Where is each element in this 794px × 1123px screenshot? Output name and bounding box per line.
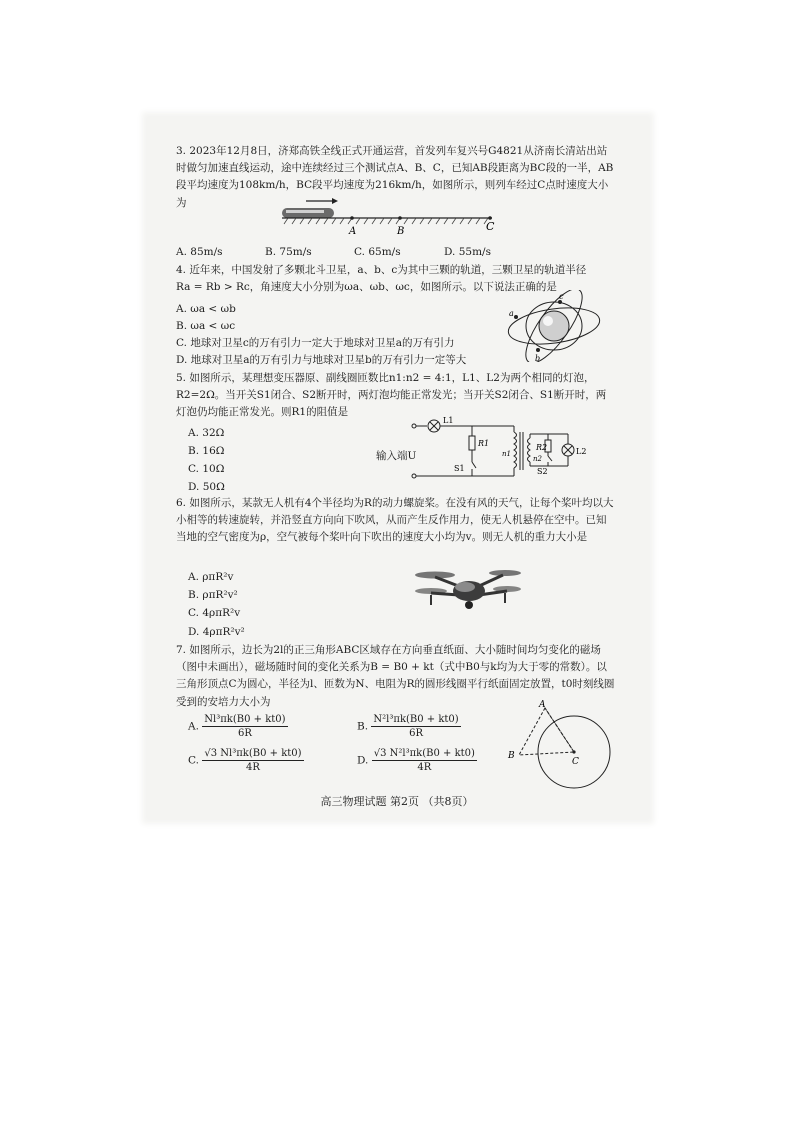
label-s2: S2 — [537, 467, 548, 476]
equilateral-triangle — [519, 708, 574, 755]
switch-s1 — [472, 462, 476, 468]
train-track-figure — [280, 194, 495, 236]
question-7-text: 7. 如图所示，边长为2l的正三角形ABC区域存在方向垂直纸面、大小随时间均匀变化的磁场（图中未画出），磁场随时间的变化关系为B = B0 + kt（式中B0与k均为大于零的常数）。以三角形顶点C为圆心，半径为l、匝数为N、电阻为R的圆形线圈平行纸面固定放置，t0时刻线圈受到的安培力大小为 — [176, 644, 615, 708]
secondary-coil — [528, 438, 531, 462]
label-b: B — [397, 226, 405, 236]
question-4-line-2: Ra = Rb > Rc，角速度大小分别为ωa、ωb、ωc，如图所示。以下说法正确的是 — [176, 281, 557, 294]
label-l1: L1 — [443, 416, 454, 425]
question-5-text: 5. 如图所示，某理想变压器原、副线圈匝数比n1:n2 = 4:1，L1、L2为两个相同的灯泡，R2=2Ω。当开关S1闭合、S2断开时，两灯泡均能正常发光；当开关S2闭合、S1断开时，两灯泡仍均能正常发光。则R1的阻值是 — [176, 372, 607, 419]
q5-option-d[interactable]: D. 50Ω — [188, 481, 225, 493]
label-c: C — [486, 220, 495, 233]
track-hatching — [284, 218, 488, 224]
transformer-circuit-figure — [410, 414, 594, 490]
q4-option-c[interactable]: C. 地球对卫星c的万有引力一定大于地球对卫星a的万有引力 — [176, 337, 455, 349]
page-footer: 高三物理试题 第2页 （共8页） — [320, 795, 474, 808]
q4-option-d[interactable]: D. 地球对卫星a的万有引力与地球对卫星b的万有引力一定等大 — [176, 354, 467, 366]
label-n1: n1 — [502, 450, 511, 458]
question-6-text: 6. 如图所示，某款无人机有4个半径均为R的动力螺旋桨。在没有风的天气，让每个桨叶均以大小相等的转速旋转，并沿竖直方向向下吹风，从而产生反作用力，使无人机悬停在空中。已知当地的空气密度为ρ，空气被每个桨叶向下吹出的速度大小均为v。则无人机的重力大小是 — [176, 497, 614, 544]
label-n2: n2 — [533, 455, 542, 463]
q3-option-b[interactable]: B. 75m/s — [265, 246, 312, 258]
orbit-label-b: b — [535, 354, 541, 362]
q4-option-a[interactable]: A. ωa < ωb — [176, 303, 236, 315]
q7-option-a[interactable]: A. $\frac{\text{Nl³πk(B0 + kt0)}}{6R}$ — [188, 714, 286, 739]
label-s1: S1 — [454, 464, 465, 473]
point-b — [398, 216, 402, 220]
orbit-label-c: c — [559, 292, 564, 301]
orbit-label-a: a — [509, 309, 514, 318]
q4-option-b[interactable]: B. ωa < ωc — [176, 320, 236, 332]
q5-option-c[interactable]: C. 10Ω — [188, 463, 225, 475]
question-3-text: 3. 2023年12月8日，济郑高铁全线正式开通运营，首发列车复兴号G4821从济南长清站出站时做匀加速直线运动，途中连续经过三个测试点A、B、C，已知AB段距离为BC段的一半，AB段平均速度为108km/h，BC段平均速度为216km/h，如图所示，则列车经过C点时速度大小为 — [176, 145, 614, 209]
q3-option-d[interactable]: D. 55m/s — [444, 246, 491, 258]
point-a — [350, 216, 354, 220]
q6-option-b[interactable]: B. ρπR²v² — [188, 589, 238, 601]
q3-option-c[interactable]: C. 65m/s — [354, 246, 401, 258]
q6-option-a[interactable]: A. ρπR²v — [188, 571, 234, 583]
satellite-orbits-figure — [504, 290, 604, 362]
q7-option-b[interactable]: B. $\frac{\text{N²l³πk(B0 + kt0)}}{6R}$ — [357, 714, 459, 739]
q5-option-b[interactable]: B. 16Ω — [188, 445, 225, 457]
label-a: A — [349, 226, 357, 236]
switch-s2 — [548, 456, 552, 461]
label-r2: R2 — [536, 443, 548, 452]
primary-coil — [514, 432, 517, 468]
vertex-label-c: C — [572, 757, 579, 767]
label-l2: L2 — [576, 447, 587, 456]
vertex-label-a: A — [539, 700, 546, 710]
propeller-icon — [489, 570, 521, 576]
q5-option-a[interactable]: A. 32Ω — [188, 427, 225, 439]
q6-option-d[interactable]: D. 4ρπR²v² — [188, 626, 245, 638]
q7-option-c[interactable]: C. $\frac{\text{√3 Nl³πk(B0 + kt0)}}{4R}$ — [188, 748, 302, 773]
q7-option-d[interactable]: D. $\frac{\text{√3 N²l³πk(B0 + kt0)}}{4R}$ — [357, 748, 475, 773]
vertex-label-b: B — [508, 751, 515, 761]
q3-option-a[interactable]: A. 85m/s — [176, 246, 223, 258]
question-6 — [176, 495, 616, 547]
earth-icon — [539, 311, 569, 341]
camera-icon — [465, 601, 473, 609]
drone-image — [413, 565, 523, 615]
triangle-coil-figure — [505, 698, 615, 790]
input-terminal-label: 输入端U — [376, 450, 417, 462]
question-4-line-1: 4. 近年来，中国发射了多颗北斗卫星，a、b、c为其中三颗的轨道，三颗卫星的轨道半径 — [176, 264, 587, 276]
resistor-r1 — [469, 436, 475, 450]
label-r1: R1 — [478, 439, 490, 448]
q6-option-c[interactable]: C. 4ρπR²v — [188, 607, 241, 619]
